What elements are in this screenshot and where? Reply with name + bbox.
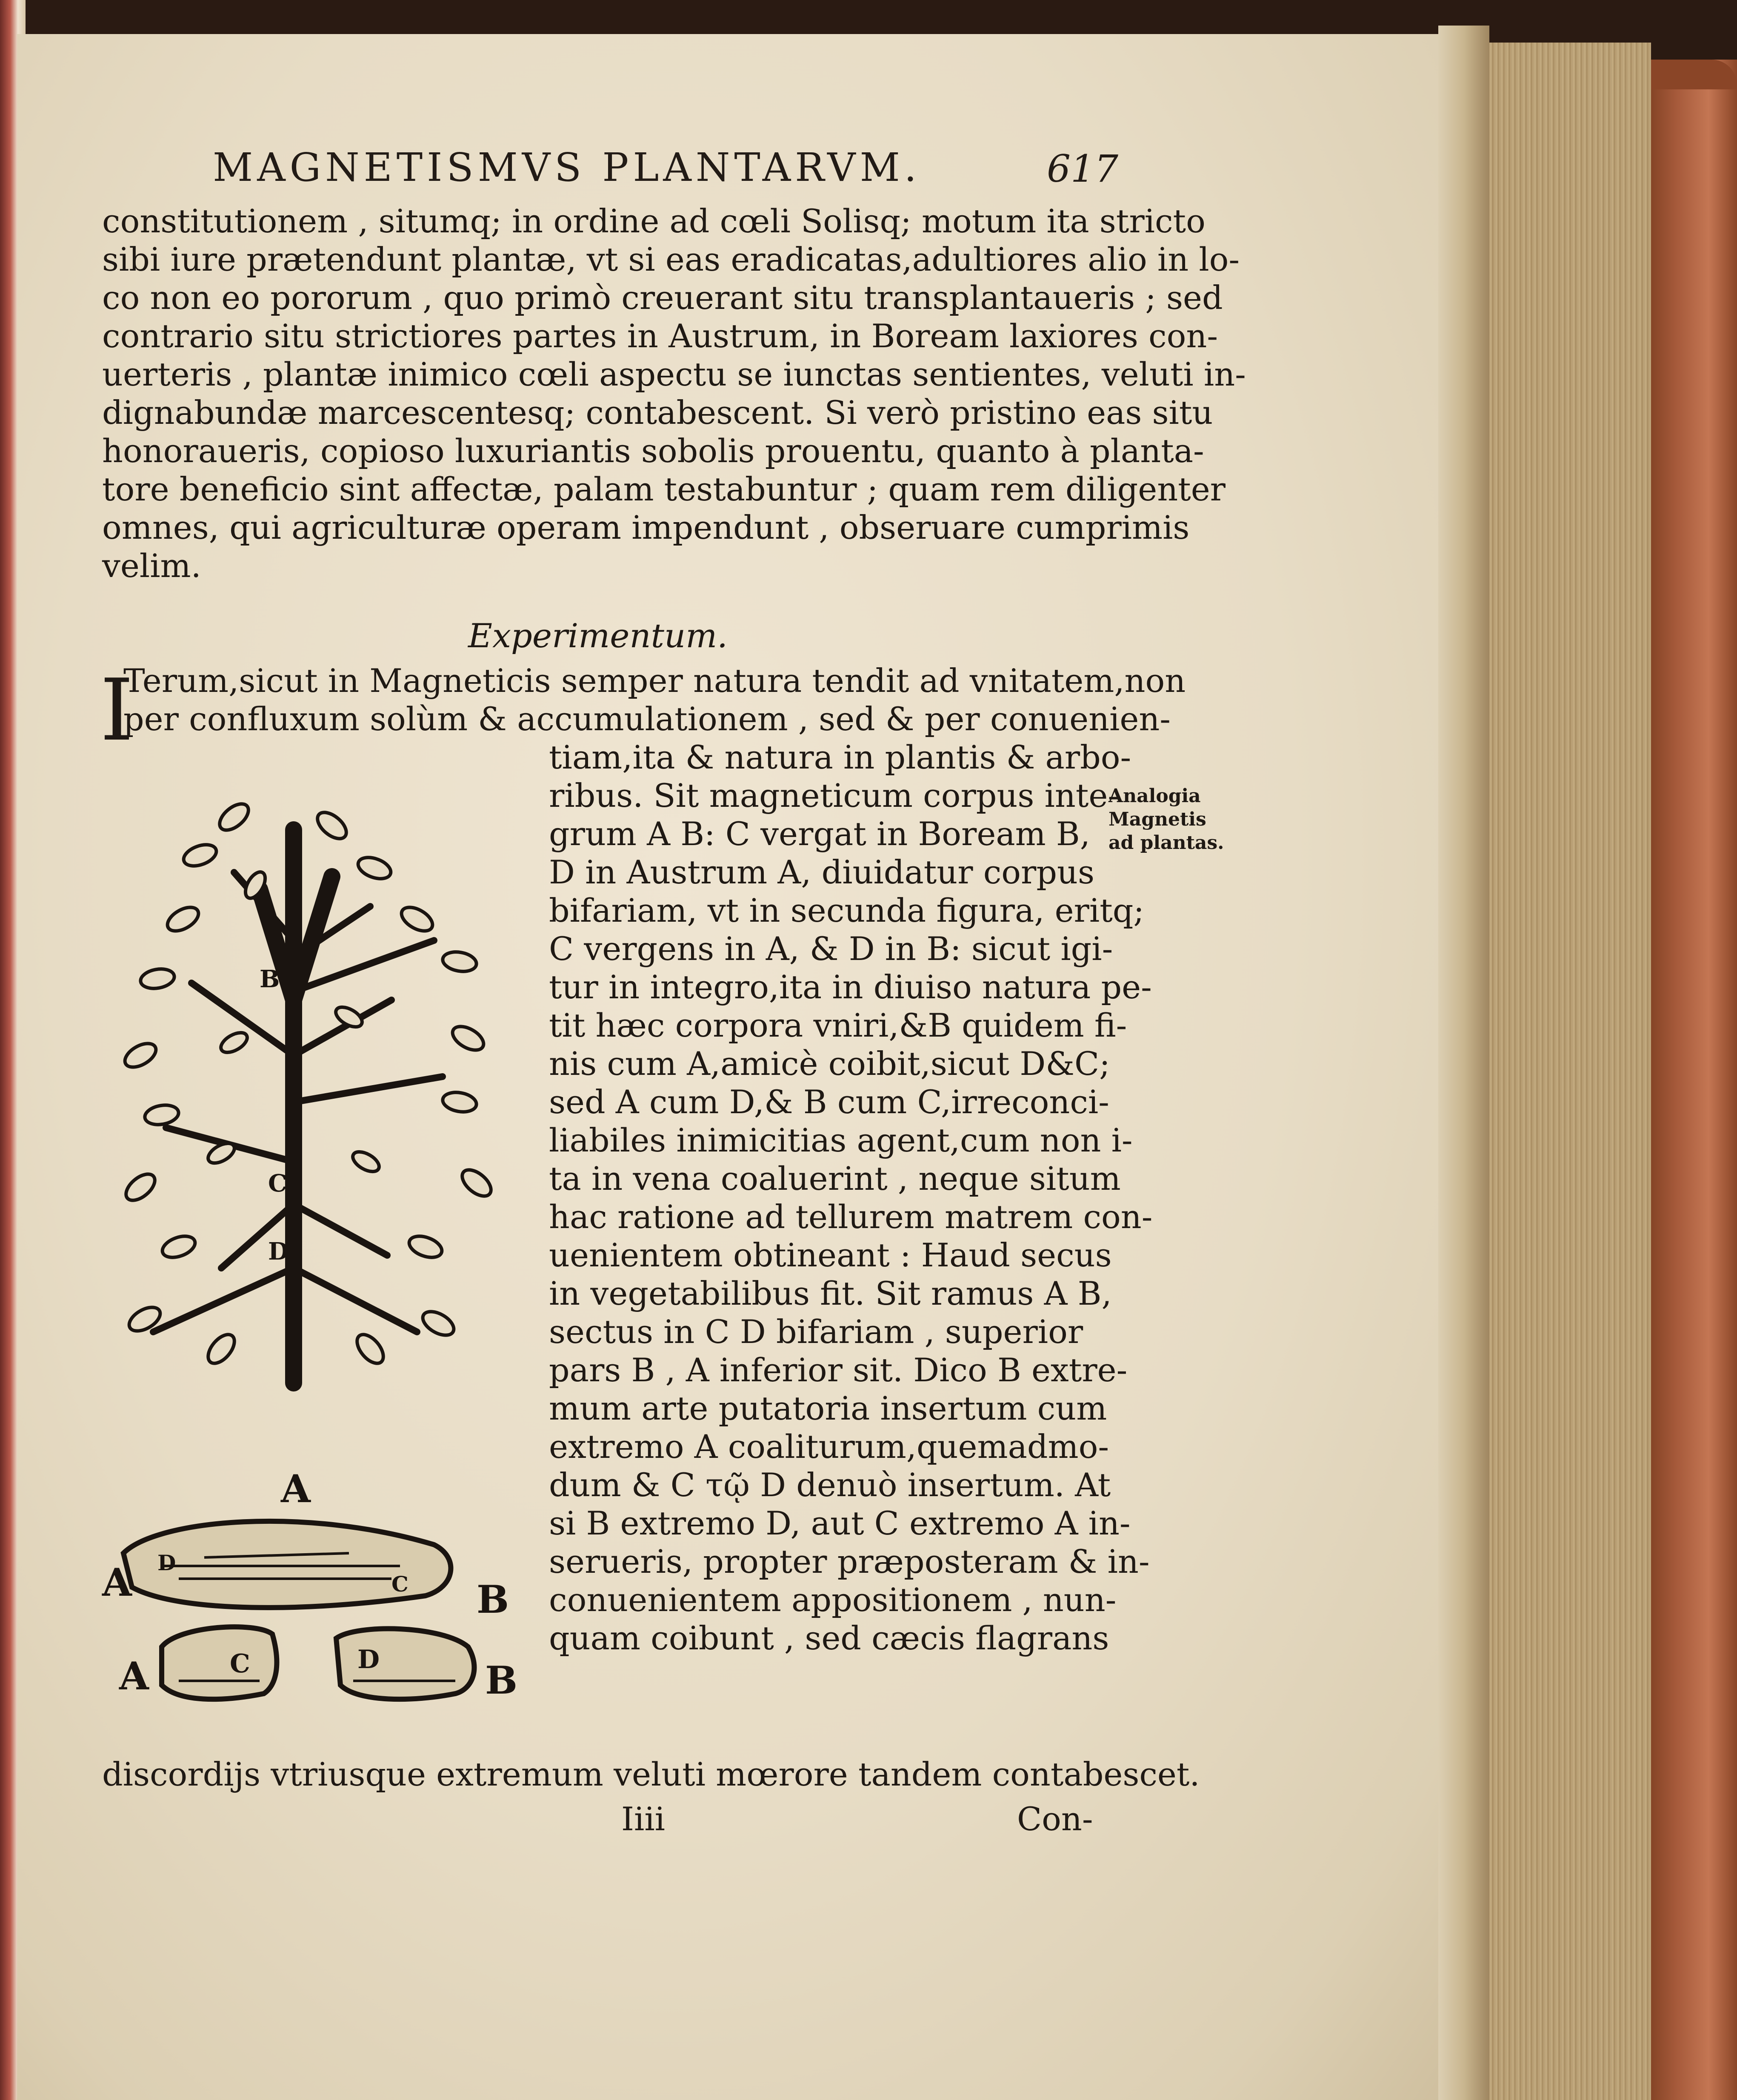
tree-label-b: B — [260, 965, 280, 993]
text-line: liabiles inimicitias agent,cum non i- — [549, 1121, 1133, 1159]
text-line: bifariam, vt in secunda figura, eritq; — [549, 891, 1144, 929]
text-line: per confluxum solùm & accumulationem , sed & per conuenien- — [123, 700, 1171, 738]
page-fore-edge — [1472, 43, 1651, 2100]
text-line: contrario situ strictiores partes in Austrum, in Boream laxiores con- — [102, 317, 1218, 355]
text-line: conuenientem appositionem , nun- — [549, 1581, 1117, 1619]
text-line: tiam,ita & natura in plantis & arbo- — [549, 738, 1131, 776]
magnet-label-a: A — [102, 1560, 132, 1605]
tree-label-a: A — [281, 1466, 311, 1511]
woodcut-illustration — [94, 779, 528, 1736]
text-line: C vergens in A, & D in B: sicut igi- — [549, 930, 1113, 968]
tree-leaves — [121, 799, 495, 1368]
text-line: nis cum A,amicè coibit,sicut D&C; — [549, 1045, 1110, 1083]
magnet-label-d: D — [157, 1550, 176, 1575]
text-line: sectus in C D bifariam , superior — [549, 1313, 1083, 1351]
text-line: tore beneficio sint affectæ, palam testabuntur ; quam rem diligenter — [102, 470, 1226, 508]
text-line: pars B , A inferior sit. Dico B extre- — [549, 1351, 1128, 1389]
section-caption: Experimentum. — [468, 617, 728, 655]
text-line: uenientem obtineant : Haud secus — [549, 1236, 1112, 1274]
text-line: discordijs vtriusque extremum veluti mœrore tandem contabescet. — [102, 1755, 1200, 1793]
magnet-label-c: C — [391, 1571, 409, 1597]
text-line: hac ratione ad tellurem matrem con- — [549, 1198, 1153, 1236]
drop-cap: I — [100, 661, 134, 760]
text-line: Terum,sicut in Magneticis semper natura tendit ad vnitatem,non — [123, 662, 1186, 700]
woodcut-svg — [94, 779, 528, 1736]
text-line: ta in vena coaluerint , neque situm — [549, 1160, 1121, 1197]
text-line: tur in integro,ita in diuiso natura pe- — [549, 968, 1152, 1006]
text-line: grum A B: C vergat in Boream B, — [549, 815, 1090, 853]
running-head: MAGNETISMVS PLANTARVM. — [213, 145, 921, 190]
text-line: constitutionem , situmq; in ordine ad cœli Solisq; motum ita stricto — [102, 202, 1206, 240]
margin-note-line: Magnetis — [1108, 809, 1206, 830]
text-line: mum arte putatoria insertum cum — [549, 1389, 1107, 1427]
text-line: si B extremo D, aut C extremo A in- — [549, 1504, 1131, 1542]
tree-woodcut — [121, 799, 495, 1383]
text-line: co non eo pororum , quo primò creuerant situ transplantaueris ; sed — [102, 279, 1223, 317]
split-label-d: D — [357, 1645, 380, 1674]
text-line: velim. — [102, 547, 201, 585]
text-line: dum & C τῷ D denuò insertum. At — [549, 1466, 1111, 1504]
text-line: ribus. Sit magneticum corpus inte- — [549, 777, 1119, 814]
magnet-split-left — [162, 1627, 277, 1699]
text-line: tit hæc corpora vniri,&B quidem fi- — [549, 1006, 1127, 1044]
text-line: extremo A coaliturum,quemadmo- — [549, 1428, 1109, 1466]
split-label-b: B — [485, 1658, 518, 1703]
text-line: honoraueris, copioso luxuriantis sobolis prouentu, quanto à planta- — [102, 432, 1204, 470]
split-label-a: A — [119, 1654, 149, 1699]
magnet-label-b: B — [477, 1577, 509, 1622]
catchword: Con- — [1017, 1800, 1093, 1838]
tree-label-d: D — [268, 1237, 289, 1266]
margin-note-line: ad plantas. — [1108, 832, 1224, 854]
text-line: D in Austrum A, diuidatur corpus — [549, 853, 1094, 891]
signature-mark: Iiii — [621, 1800, 665, 1838]
text-line: quam coibunt , sed cæcis flagrans — [549, 1619, 1109, 1657]
text-line: serueris, propter præposteram & in- — [549, 1543, 1150, 1580]
text-line: sed A cum D,& B cum C,irreconci- — [549, 1083, 1109, 1121]
text-line: sibi iure prætendunt plantæ, vt si eas eradicatas,adultiores alio in lo- — [102, 240, 1240, 278]
page-gutter-shadow — [1438, 26, 1489, 2100]
margin-note-line: Analogia — [1108, 785, 1201, 807]
text-line: uerteris , plantæ inimico cœli aspectu se iunctas sentientes, veluti in- — [102, 355, 1246, 393]
split-label-c: C — [230, 1649, 250, 1679]
tree-label-c: C — [268, 1169, 287, 1197]
text-line: omnes, qui agriculturæ operam impendunt , obseruare cumprimis — [102, 509, 1190, 546]
text-line: in vegetabilibus fit. Sit ramus A B, — [549, 1274, 1112, 1312]
text-line: dignabundæ marcescentesq; contabescent. Si verò pristino eas situ — [102, 394, 1213, 431]
magnet-split-right — [336, 1629, 474, 1699]
book-cover-edge — [1643, 60, 1737, 2100]
page-number: 617 — [1047, 147, 1118, 191]
